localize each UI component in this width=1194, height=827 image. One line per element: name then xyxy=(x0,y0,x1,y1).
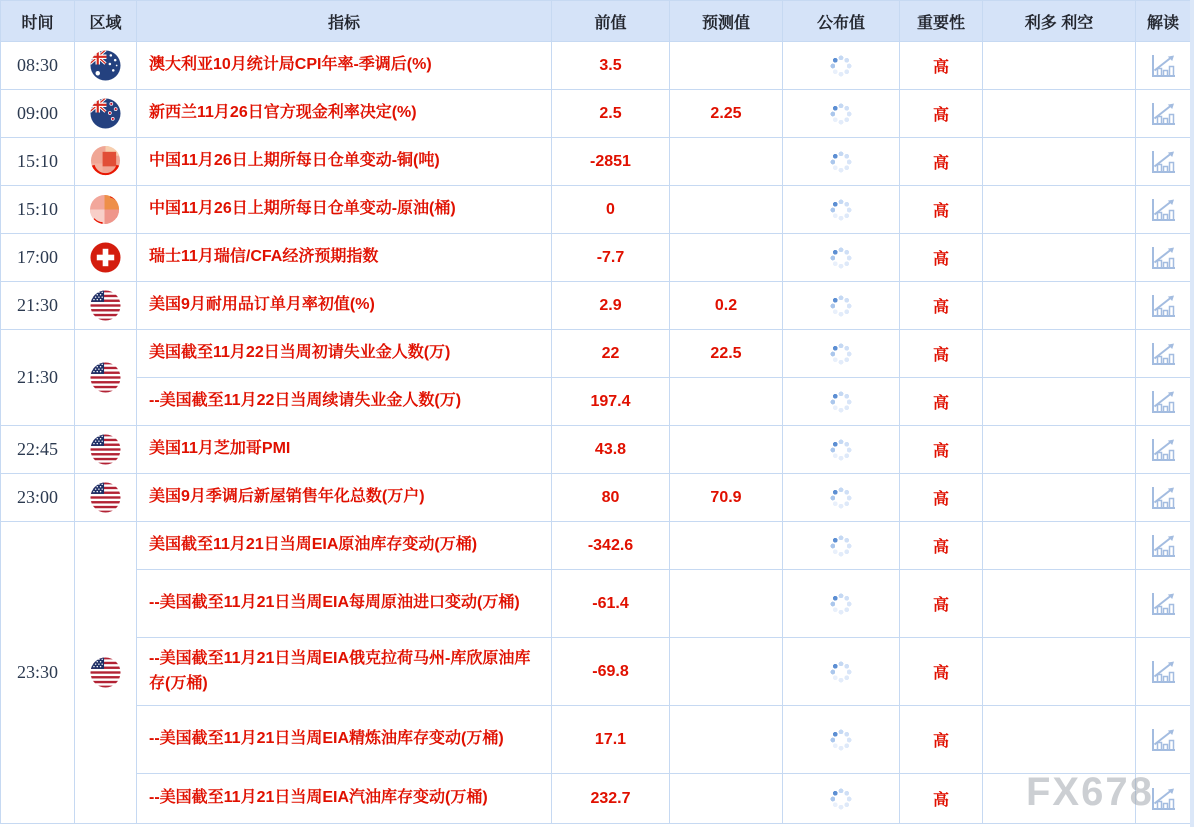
new-zealand-flag-icon xyxy=(90,98,121,129)
time-cell: 09:00 xyxy=(1,90,75,138)
bias-cell xyxy=(983,282,1136,330)
interpret-cell[interactable] xyxy=(1136,282,1191,330)
loading-spinner-icon xyxy=(830,391,852,413)
table-row xyxy=(1,378,1191,426)
table-row xyxy=(1,426,1191,474)
region-cell xyxy=(75,522,137,824)
bias-cell xyxy=(983,378,1136,426)
interpret-cell[interactable] xyxy=(1136,378,1191,426)
loading-spinner-icon xyxy=(830,199,852,221)
announced-cell xyxy=(783,90,900,138)
forecast-value: 22.5 xyxy=(670,330,783,378)
indicator-link[interactable]: 瑞士11月瑞信/CFA经济预期指数 xyxy=(137,234,552,282)
indicator-link[interactable]: --美国截至11月21日当周EIA俄克拉荷马州-库欣原油库存(万桶) xyxy=(137,638,552,706)
indicator-link[interactable]: --美国截至11月21日当周EIA精炼油库存变动(万桶) xyxy=(137,706,552,774)
bias-cell xyxy=(983,474,1136,522)
col-header-forecast: 预测值 xyxy=(670,1,783,42)
loading-spinner-icon xyxy=(830,439,852,461)
importance-badge: 高 xyxy=(900,522,983,570)
interpret-cell[interactable] xyxy=(1136,234,1191,282)
loading-spinner-icon xyxy=(830,55,852,77)
chart-icon[interactable] xyxy=(1148,147,1178,177)
importance-badge: 高 xyxy=(900,774,983,824)
bias-cell xyxy=(983,638,1136,706)
chart-icon[interactable] xyxy=(1148,243,1178,273)
importance-badge: 高 xyxy=(900,90,983,138)
importance-badge: 高 xyxy=(900,706,983,774)
importance-badge: 高 xyxy=(900,282,983,330)
loading-spinner-icon xyxy=(830,729,852,751)
region-cell xyxy=(75,186,137,234)
announced-cell xyxy=(783,706,900,774)
indicator-link[interactable]: --美国截至11月22日当周续请失业金人数(万) xyxy=(137,378,552,426)
forecast-value xyxy=(670,706,783,774)
importance-badge: 高 xyxy=(900,638,983,706)
chart-icon[interactable] xyxy=(1148,51,1178,81)
loading-spinner-icon xyxy=(830,661,852,683)
usa-flag-icon xyxy=(90,290,121,321)
chart-icon[interactable] xyxy=(1148,99,1178,129)
loading-spinner-icon xyxy=(830,103,852,125)
switzerland-flag-icon xyxy=(90,242,121,273)
fx678-watermark: FX678 xyxy=(1026,770,1154,814)
table-row xyxy=(1,522,1191,570)
announced-cell xyxy=(783,638,900,706)
region-cell xyxy=(75,426,137,474)
previous-value: 197.4 xyxy=(552,378,670,426)
bias-cell xyxy=(983,774,1136,824)
previous-value: 0 xyxy=(552,186,670,234)
chart-icon[interactable] xyxy=(1148,784,1178,814)
bias-cell xyxy=(983,570,1136,638)
table-row xyxy=(1,570,1191,638)
previous-value: 17.1 xyxy=(552,706,670,774)
previous-value: -7.7 xyxy=(552,234,670,282)
china-flag-icon xyxy=(90,194,121,225)
interpret-cell[interactable] xyxy=(1136,186,1191,234)
time-cell: 15:10 xyxy=(1,138,75,186)
previous-value: -2851 xyxy=(552,138,670,186)
chart-icon[interactable] xyxy=(1148,657,1178,687)
importance-badge: 高 xyxy=(900,186,983,234)
header-row xyxy=(1,1,1191,42)
usa-flag-icon xyxy=(90,362,121,393)
interpret-cell[interactable] xyxy=(1136,570,1191,638)
importance-badge: 高 xyxy=(900,426,983,474)
loading-spinner-icon xyxy=(830,295,852,317)
region-cell xyxy=(75,234,137,282)
bias-cell xyxy=(983,330,1136,378)
previous-value: -69.8 xyxy=(552,638,670,706)
col-header-importance: 重要性 xyxy=(900,1,983,42)
previous-value: 3.5 xyxy=(552,42,670,90)
interpret-cell[interactable] xyxy=(1136,426,1191,474)
announced-cell xyxy=(783,42,900,90)
announced-cell xyxy=(783,426,900,474)
forecast-value xyxy=(670,138,783,186)
forecast-value: 0.2 xyxy=(670,282,783,330)
time-cell: 08:30 xyxy=(1,42,75,90)
previous-value: -61.4 xyxy=(552,570,670,638)
china-flag-icon xyxy=(90,146,121,177)
interpret-cell[interactable] xyxy=(1136,138,1191,186)
importance-badge: 高 xyxy=(900,42,983,90)
importance-badge: 高 xyxy=(900,570,983,638)
previous-value: 2.9 xyxy=(552,282,670,330)
table-row xyxy=(1,474,1191,522)
bias-cell xyxy=(983,234,1136,282)
loading-spinner-icon xyxy=(830,593,852,615)
announced-cell xyxy=(783,234,900,282)
bias-cell xyxy=(983,138,1136,186)
interpret-cell[interactable] xyxy=(1136,638,1191,706)
previous-value: 232.7 xyxy=(552,774,670,824)
chart-icon[interactable] xyxy=(1148,339,1178,369)
right-edge-strip xyxy=(1190,0,1194,827)
importance-badge: 高 xyxy=(900,234,983,282)
time-cell: 23:30 xyxy=(1,522,75,824)
table-row xyxy=(1,330,1191,378)
col-header-region: 区域 xyxy=(75,1,137,42)
loading-spinner-icon xyxy=(830,247,852,269)
indicator-link[interactable]: 新西兰11月26日官方现金利率决定(%) xyxy=(137,90,552,138)
col-header-previous: 前值 xyxy=(552,1,670,42)
bias-cell xyxy=(983,186,1136,234)
interpret-cell[interactable] xyxy=(1136,330,1191,378)
forecast-value xyxy=(670,522,783,570)
time-cell: 17:00 xyxy=(1,234,75,282)
time-cell: 15:10 xyxy=(1,186,75,234)
forecast-value xyxy=(670,186,783,234)
chart-icon[interactable] xyxy=(1148,589,1178,619)
announced-cell xyxy=(783,774,900,824)
chart-icon[interactable] xyxy=(1148,531,1178,561)
table-row xyxy=(1,638,1191,706)
time-cell: 21:30 xyxy=(1,330,75,426)
loading-spinner-icon xyxy=(830,151,852,173)
announced-cell xyxy=(783,186,900,234)
bias-cell xyxy=(983,426,1136,474)
loading-spinner-icon xyxy=(830,788,852,810)
table-row xyxy=(1,774,1191,824)
col-header-indicator: 指标 xyxy=(137,1,552,42)
interpret-cell[interactable] xyxy=(1136,90,1191,138)
loading-spinner-icon xyxy=(830,343,852,365)
usa-flag-icon xyxy=(90,434,121,465)
forecast-value xyxy=(670,570,783,638)
indicator-link[interactable]: 美国9月季调后新屋销售年化总数(万户) xyxy=(137,474,552,522)
forecast-value xyxy=(670,638,783,706)
forecast-value xyxy=(670,426,783,474)
indicator-link[interactable]: 澳大利亚10月统计局CPI年率-季调后(%) xyxy=(137,42,552,90)
table-row xyxy=(1,90,1191,138)
interpret-cell[interactable] xyxy=(1136,706,1191,774)
chart-icon[interactable] xyxy=(1148,387,1178,417)
chart-icon[interactable] xyxy=(1148,435,1178,465)
interpret-cell[interactable] xyxy=(1136,42,1191,90)
indicator-link[interactable]: 美国9月耐用品订单月率初值(%) xyxy=(137,282,552,330)
forecast-value xyxy=(670,42,783,90)
forecast-value: 70.9 xyxy=(670,474,783,522)
announced-cell xyxy=(783,378,900,426)
indicator-link[interactable]: 中国11月26日上期所每日仓单变动-原油(桶) xyxy=(137,186,552,234)
col-header-time: 时间 xyxy=(1,1,75,42)
forecast-value: 2.25 xyxy=(670,90,783,138)
time-cell: 22:45 xyxy=(1,426,75,474)
importance-badge: 高 xyxy=(900,330,983,378)
importance-badge: 高 xyxy=(900,474,983,522)
importance-badge: 高 xyxy=(900,138,983,186)
col-header-bias: 利多 利空 xyxy=(983,1,1136,42)
australia-flag-icon xyxy=(90,50,121,81)
indicator-link[interactable]: --美国截至11月21日当周EIA汽油库存变动(万桶) xyxy=(137,774,552,824)
chart-icon[interactable] xyxy=(1148,195,1178,225)
interpret-cell[interactable] xyxy=(1136,522,1191,570)
loading-spinner-icon xyxy=(830,487,852,509)
table-row xyxy=(1,138,1191,186)
table-row xyxy=(1,234,1191,282)
chart-icon[interactable] xyxy=(1148,483,1178,513)
bias-cell xyxy=(983,706,1136,774)
forecast-value xyxy=(670,774,783,824)
indicator-link[interactable]: 美国截至11月22日当周初请失业金人数(万) xyxy=(137,330,552,378)
region-cell xyxy=(75,90,137,138)
previous-value: 80 xyxy=(552,474,670,522)
forecast-value xyxy=(670,378,783,426)
loading-spinner-icon xyxy=(830,535,852,557)
interpret-cell[interactable] xyxy=(1136,474,1191,522)
col-header-announced: 公布值 xyxy=(783,1,900,42)
announced-cell xyxy=(783,474,900,522)
indicator-link[interactable]: 美国截至11月21日当周EIA原油库存变动(万桶) xyxy=(137,522,552,570)
table-row xyxy=(1,42,1191,90)
interpret-cell[interactable] xyxy=(1136,774,1191,824)
bias-cell xyxy=(983,522,1136,570)
region-cell xyxy=(75,138,137,186)
forecast-value xyxy=(670,234,783,282)
previous-value: 2.5 xyxy=(552,90,670,138)
table-row xyxy=(1,706,1191,774)
usa-flag-icon xyxy=(90,482,121,513)
announced-cell xyxy=(783,330,900,378)
usa-flag-icon xyxy=(90,657,121,688)
importance-badge: 高 xyxy=(900,378,983,426)
region-cell xyxy=(75,282,137,330)
previous-value: 22 xyxy=(552,330,670,378)
region-cell xyxy=(75,42,137,90)
indicator-link[interactable]: 美国11月芝加哥PMI xyxy=(137,426,552,474)
table-row xyxy=(1,282,1191,330)
region-cell xyxy=(75,330,137,426)
region-cell xyxy=(75,474,137,522)
bias-cell xyxy=(983,90,1136,138)
announced-cell xyxy=(783,138,900,186)
bias-cell xyxy=(983,42,1136,90)
time-cell: 21:30 xyxy=(1,282,75,330)
previous-value: 43.8 xyxy=(552,426,670,474)
announced-cell xyxy=(783,522,900,570)
chart-icon[interactable] xyxy=(1148,291,1178,321)
table-row xyxy=(1,186,1191,234)
announced-cell xyxy=(783,570,900,638)
indicator-link[interactable]: 中国11月26日上期所每日仓单变动-铜(吨) xyxy=(137,138,552,186)
indicator-link[interactable]: --美国截至11月21日当周EIA每周原油进口变动(万桶) xyxy=(137,570,552,638)
chart-icon[interactable] xyxy=(1148,725,1178,755)
col-header-interpret: 解读 xyxy=(1136,1,1191,42)
previous-value: -342.6 xyxy=(552,522,670,570)
announced-cell xyxy=(783,282,900,330)
time-cell: 23:00 xyxy=(1,474,75,522)
